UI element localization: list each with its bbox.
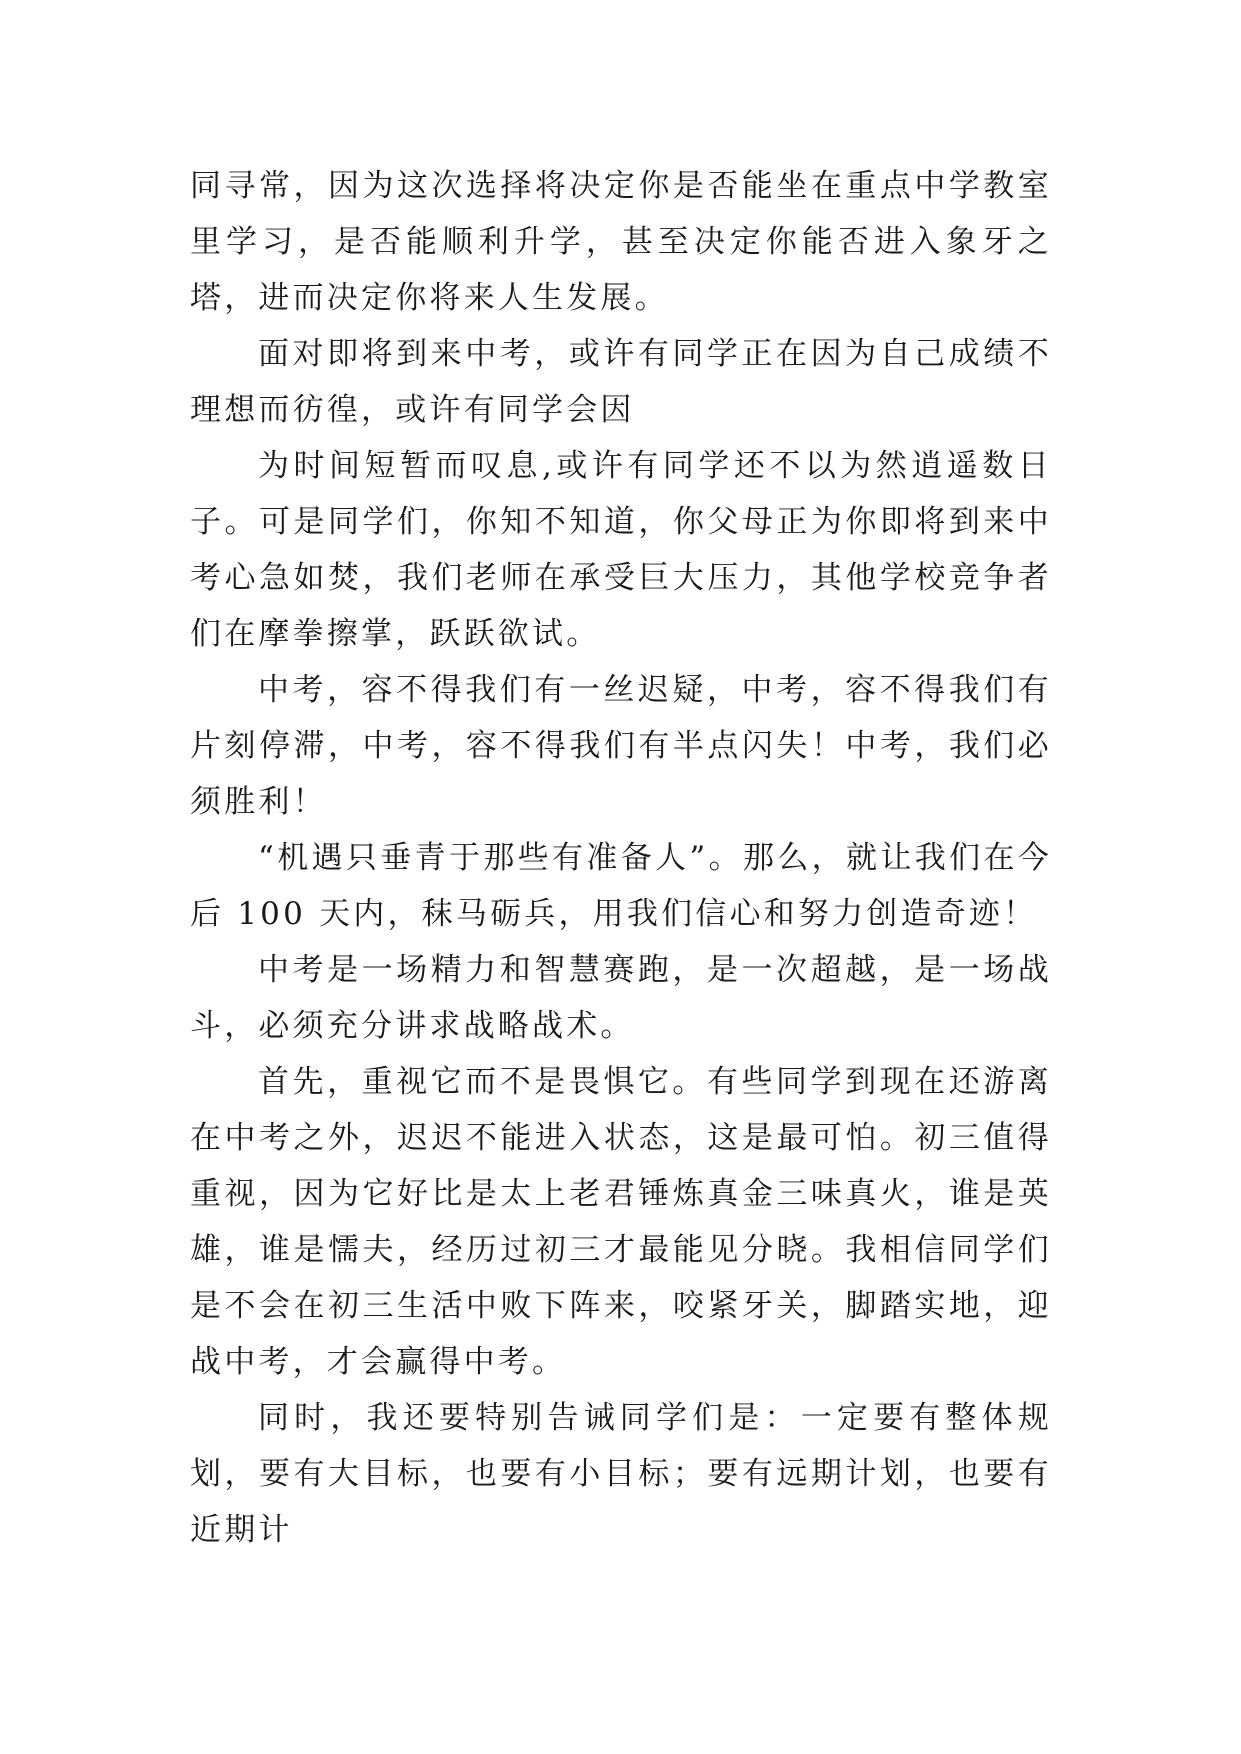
paragraph-first-point: 首先，重视它而不是畏惧它。有些同学到现在还游离在中考之外，迟迟不能进入状态，这是最可怕。初三值得重视，因为它好比是太上老君锤炼真金三味真火，谁是英雄，谁是懦夫，经历过初三才最能见分晓。我相信同学们是不会在初三生活中败下阵来，咬紧牙关，脚踏实地，迎战中考，才会赢得中考。 xyxy=(190,1064,1052,1380)
paragraph-opportunity-quote: “机遇只垂青于那些有准备人”。那么，就让我们在今后 100 天内，秣马砺兵，用我们信心和努力创造奇迹！ xyxy=(190,840,1052,932)
paragraph-planning: 同时，我还要特别告诫同学们是：一定要有整体规划，要有大目标，也要有小目标；要有远期计划，也要有近期计 xyxy=(190,1400,1052,1548)
paragraph-no-hesitation: 中考，容不得我们有一丝迟疑，中考，容不得我们有片刻停滞，中考，容不得我们有半点闪失！中考，我们必须胜利！ xyxy=(190,672,1052,820)
paragraph-race: 中考是一场精力和智慧赛跑，是一次超越，是一场战斗，必须充分讲求战略战术。 xyxy=(190,952,1052,1044)
body-text xyxy=(190,158,1052,1558)
paragraph-continuation: 同寻常，因为这次选择将决定你是否能坐在重点中学教室里学习，是否能顺利升学，甚至决定你能否进入象牙之塔，进而决定你将来人生发展。 xyxy=(190,168,1052,316)
paragraph-facing-exam: 面对即将到来中考，或许有同学正在因为自己成绩不理想而彷徨，或许有同学会因 xyxy=(190,336,1052,428)
paragraph-time-short: 为时间短暂而叹息,或许有同学还不以为然逍遥数日子。可是同学们，你知不知道，你父母正为你即将到来中考心急如焚，我们老师在承受巨大压力，其他学校竞争者们在摩拳擦掌，跃跃欲试。 xyxy=(190,448,1052,652)
